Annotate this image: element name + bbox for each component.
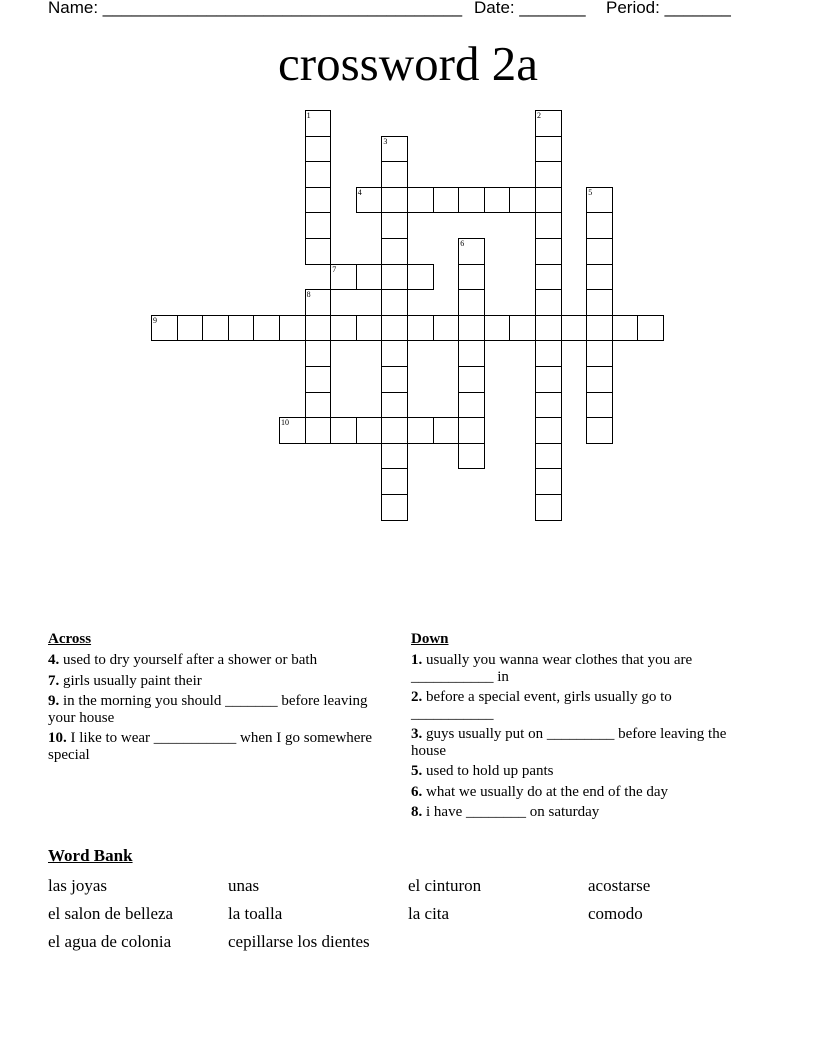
clue-text: I like to wear ___________ when I go somewhere special bbox=[48, 730, 373, 763]
crossword-cell[interactable] bbox=[586, 187, 613, 214]
crossword-cell[interactable] bbox=[381, 392, 408, 419]
crossword-cell[interactable] bbox=[330, 264, 357, 291]
clue-text: guys usually put on _________ before leaving the house bbox=[411, 726, 727, 759]
crossword-cell[interactable] bbox=[381, 161, 408, 188]
clue-number: 3. bbox=[411, 726, 423, 742]
crossword-cell[interactable] bbox=[535, 315, 562, 342]
crossword-cell[interactable] bbox=[356, 187, 383, 214]
crossword-cell[interactable] bbox=[535, 238, 562, 265]
across-clue bbox=[48, 673, 378, 690]
crossword-cell[interactable] bbox=[305, 289, 332, 316]
cell-number: 3 bbox=[383, 136, 388, 146]
crossword-cell[interactable] bbox=[381, 366, 408, 393]
clue-number: 10. bbox=[48, 730, 67, 746]
crossword-cell[interactable] bbox=[535, 212, 562, 239]
crossword-cell[interactable] bbox=[305, 417, 332, 444]
crossword-cell[interactable] bbox=[535, 494, 562, 521]
crossword-cell[interactable] bbox=[330, 315, 357, 342]
crossword-cell[interactable] bbox=[484, 187, 511, 214]
down-clue bbox=[411, 689, 756, 722]
crossword-cell[interactable] bbox=[305, 212, 332, 239]
crossword-cell[interactable] bbox=[305, 161, 332, 188]
crossword-cell[interactable] bbox=[305, 187, 332, 214]
crossword-cell[interactable] bbox=[484, 315, 511, 342]
clue-number: 2. bbox=[411, 689, 423, 705]
page-title: crossword 2a bbox=[278, 36, 538, 91]
crossword-cell[interactable] bbox=[407, 315, 434, 342]
crossword-cell[interactable] bbox=[433, 315, 460, 342]
crossword-cell[interactable] bbox=[535, 443, 562, 470]
clue-number: 7. bbox=[48, 672, 60, 689]
crossword-cell[interactable] bbox=[458, 417, 485, 444]
word-bank-item: la cita bbox=[408, 904, 450, 923]
crossword-cell[interactable] bbox=[535, 417, 562, 444]
crossword-cell[interactable] bbox=[561, 315, 588, 342]
word-bank-item: cepillarse los dientes bbox=[228, 932, 370, 951]
crossword-cell[interactable] bbox=[433, 187, 460, 214]
crossword-cell[interactable] bbox=[330, 417, 357, 444]
cell-number: 5 bbox=[588, 187, 593, 197]
crossword-cell[interactable] bbox=[228, 315, 255, 342]
crossword-cell[interactable] bbox=[637, 315, 664, 342]
crossword-cell[interactable] bbox=[509, 187, 536, 214]
crossword-cell[interactable] bbox=[586, 366, 613, 393]
clue-text: i have ________ on saturday bbox=[422, 804, 600, 820]
crossword-cell[interactable] bbox=[279, 417, 306, 444]
crossword-cell[interactable] bbox=[458, 289, 485, 316]
across-clue bbox=[48, 693, 378, 726]
crossword-cell[interactable] bbox=[458, 264, 485, 291]
word-bank-item: el agua de colonia bbox=[48, 932, 172, 951]
crossword-cell[interactable] bbox=[535, 187, 562, 214]
word-bank-item: la toalla bbox=[228, 904, 283, 923]
cell-number: 4 bbox=[357, 187, 362, 197]
crossword-cell[interactable] bbox=[202, 315, 229, 342]
clue-number: 1. bbox=[411, 652, 423, 668]
crossword-cell[interactable] bbox=[381, 187, 408, 214]
crossword-cell[interactable] bbox=[381, 443, 408, 470]
crossword-cell[interactable] bbox=[458, 443, 485, 470]
clue-text: used to hold up pants bbox=[422, 763, 554, 779]
crossword-cell[interactable] bbox=[458, 366, 485, 393]
crossword-cell[interactable] bbox=[305, 136, 332, 163]
crossword-cell[interactable] bbox=[586, 238, 613, 265]
word-bank-item: el salon de belleza bbox=[48, 904, 174, 923]
crossword-cell[interactable] bbox=[356, 264, 383, 291]
crossword-cell[interactable] bbox=[381, 264, 408, 291]
crossword-cell[interactable] bbox=[356, 315, 383, 342]
cell-number: 1 bbox=[306, 111, 311, 120]
crossword-cell[interactable] bbox=[458, 187, 485, 214]
crossword-cell[interactable] bbox=[535, 161, 562, 188]
crossword-cell[interactable] bbox=[381, 289, 408, 316]
crossword-cell[interactable] bbox=[535, 340, 562, 367]
crossword-cell[interactable] bbox=[305, 315, 332, 342]
crossword-cell[interactable] bbox=[458, 315, 485, 342]
word-bank-item: las joyas bbox=[48, 876, 108, 895]
crossword-cell[interactable] bbox=[381, 494, 408, 521]
down-clue bbox=[411, 726, 756, 759]
clue-number: 9. bbox=[48, 693, 60, 709]
cell-number: 7 bbox=[332, 264, 337, 274]
crossword-cell[interactable] bbox=[458, 238, 485, 265]
across-clue bbox=[48, 730, 378, 763]
crossword-cell[interactable] bbox=[381, 417, 408, 444]
crossword-cell[interactable] bbox=[535, 468, 562, 495]
crossword-cell[interactable] bbox=[586, 392, 613, 419]
clue-text: used to dry yourself after a shower or bath bbox=[59, 652, 318, 668]
crossword-cell[interactable] bbox=[458, 340, 485, 367]
crossword-cell[interactable] bbox=[586, 417, 613, 444]
clue-text: girls usually paint their bbox=[59, 672, 202, 689]
crossword-cell[interactable] bbox=[279, 315, 306, 342]
clue-text: what we usually do at the end of the day bbox=[422, 783, 669, 800]
crossword-cell[interactable] bbox=[407, 417, 434, 444]
down-clue bbox=[411, 763, 756, 780]
crossword-cell[interactable] bbox=[535, 110, 562, 137]
crossword-cell[interactable] bbox=[407, 264, 434, 291]
clue-number: 5. bbox=[411, 763, 423, 779]
down-heading: Down bbox=[411, 631, 449, 647]
crossword-cell[interactable] bbox=[535, 392, 562, 419]
crossword-cell[interactable] bbox=[612, 315, 639, 342]
cell-number: 2 bbox=[537, 111, 541, 120]
across-heading: Across bbox=[48, 631, 92, 647]
word-bank-item: acostarse bbox=[588, 876, 651, 895]
clue-number: 6. bbox=[411, 783, 423, 800]
crossword-cell[interactable] bbox=[458, 392, 485, 419]
crossword-cell[interactable] bbox=[586, 212, 613, 239]
crossword-cell[interactable] bbox=[177, 315, 204, 342]
down-clue bbox=[411, 784, 756, 801]
crossword-cell[interactable] bbox=[433, 417, 460, 444]
crossword-cell[interactable] bbox=[305, 110, 332, 137]
date-field[interactable]: Date: _______ bbox=[474, 0, 586, 17]
cell-number: 6 bbox=[460, 239, 465, 248]
crossword-cell[interactable] bbox=[305, 238, 332, 265]
crossword-cell[interactable] bbox=[356, 417, 383, 444]
crossword-cell[interactable] bbox=[509, 315, 536, 342]
name-field[interactable]: Name: ______________________________________ bbox=[48, 0, 463, 17]
crossword-cell[interactable] bbox=[381, 212, 408, 239]
crossword-cell[interactable] bbox=[586, 315, 613, 342]
down-clue bbox=[411, 652, 756, 685]
crossword-cell[interactable] bbox=[381, 340, 408, 367]
crossword-cell[interactable] bbox=[305, 340, 332, 367]
cell-number: 8 bbox=[306, 290, 311, 300]
word-bank-item: comodo bbox=[588, 904, 643, 923]
clue-text: in the morning you should _______ before leaving your house bbox=[48, 693, 368, 726]
clue-text: before a special event, girls usually go to ___________ bbox=[411, 689, 672, 722]
crossword-cell[interactable] bbox=[535, 366, 562, 393]
crossword-cell[interactable] bbox=[151, 315, 178, 342]
crossword-cell[interactable] bbox=[586, 289, 613, 316]
down-clue-list bbox=[411, 652, 756, 825]
word-bank-item: el cinturon bbox=[408, 876, 482, 895]
crossword-cell[interactable] bbox=[381, 468, 408, 495]
word-bank-item: unas bbox=[228, 876, 260, 895]
crossword-cell[interactable] bbox=[305, 392, 332, 419]
across-clue bbox=[48, 652, 378, 669]
crossword-cell[interactable] bbox=[305, 366, 332, 393]
down-clue bbox=[411, 804, 756, 821]
across-clue-list bbox=[48, 652, 378, 767]
cell-number: 10 bbox=[281, 418, 289, 428]
crossword-cell[interactable] bbox=[407, 187, 434, 214]
crossword-cell[interactable] bbox=[381, 315, 408, 342]
period-field[interactable]: Period: _______ bbox=[606, 0, 731, 17]
crossword-cell[interactable] bbox=[535, 264, 562, 291]
word-bank-title: Word Bank bbox=[48, 846, 133, 865]
crossword-cell[interactable] bbox=[586, 340, 613, 367]
cell-number: 9 bbox=[153, 315, 157, 325]
crossword-cell[interactable] bbox=[253, 315, 280, 342]
crossword-cell[interactable] bbox=[535, 136, 562, 163]
crossword-cell[interactable] bbox=[381, 238, 408, 265]
crossword-cell[interactable] bbox=[535, 289, 562, 316]
clue-number: 8. bbox=[411, 804, 423, 820]
clue-number: 4. bbox=[48, 652, 60, 668]
clue-text: usually you wanna wear clothes that you are ___________ in bbox=[411, 652, 693, 685]
crossword-cell[interactable] bbox=[586, 264, 613, 291]
crossword-cell[interactable] bbox=[381, 136, 408, 163]
